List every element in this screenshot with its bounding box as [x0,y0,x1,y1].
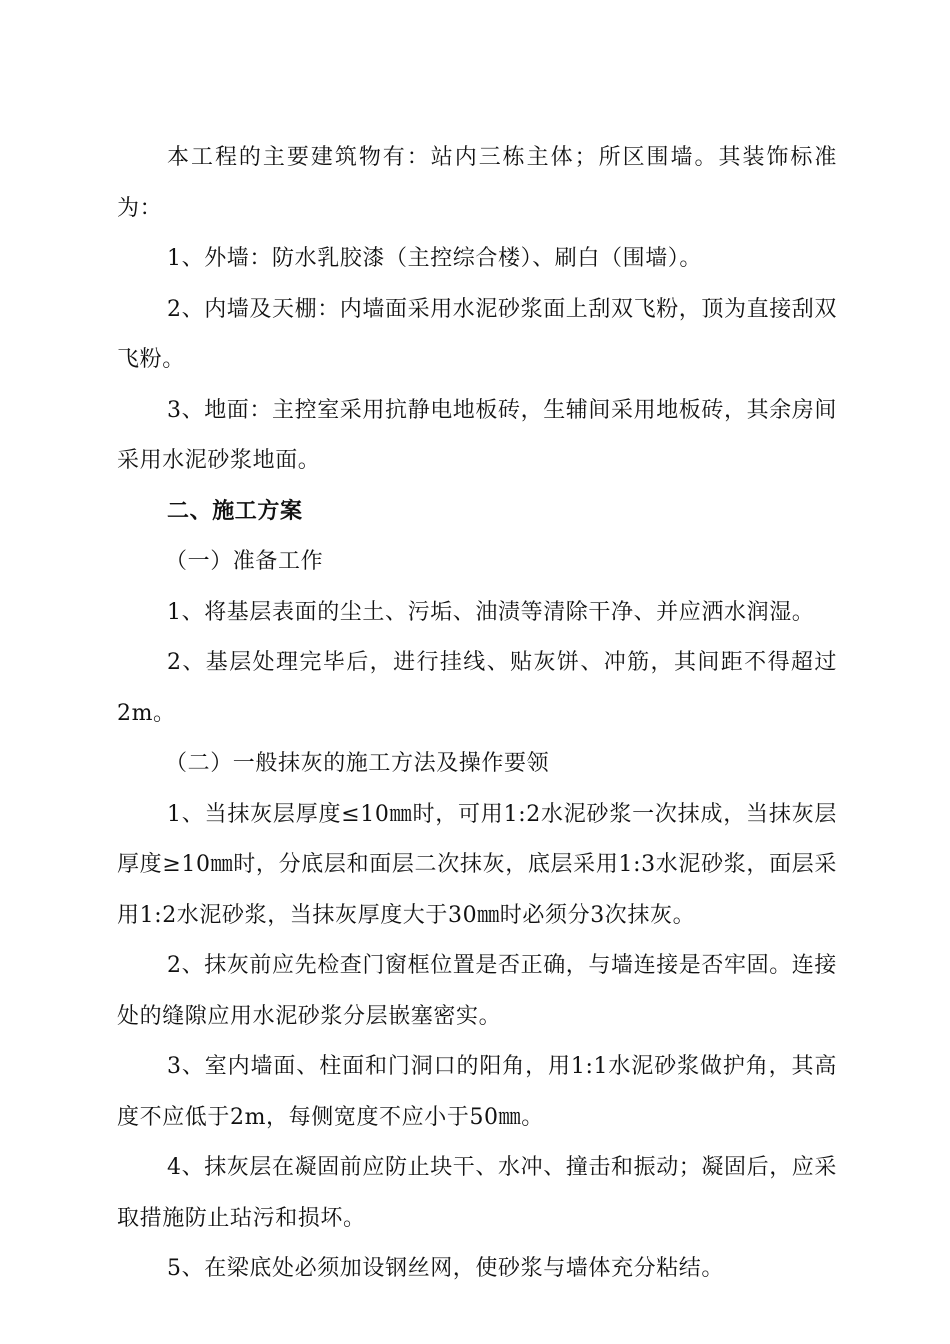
subsection-heading: （二）一般抹灰的施工方法及操作要领 [165,751,550,776]
list-item: 4、抹灰层在凝固前应防止块干、水冲、撞击和振动；凝固后，应采取措施防止玷污和损坏。 [117,1155,837,1231]
intro-paragraph: 本工程的主要建筑物有：站内三栋主体；所区围墙。其装饰标准为： [117,145,837,221]
list-item: 3、室内墙面、柱面和门洞口的阳角，用1:1水泥砂浆做护角，其高度不应低于2m，每侧宽度不应小于50㎜。 [117,1054,837,1130]
list-item: 1、将基层表面的尘土、污垢、油渍等清除干净、并应洒水润湿。 [167,599,815,625]
list-item: 5、在梁底处必须加设钢丝网，使砂浆与墙体充分粘结。 [167,1256,724,1281]
list-item: 3、地面：主控室采用抗静电地板砖，生辅间采用地板砖，其余房间采用水泥砂浆地面。 [117,397,837,473]
list-item: 2、内墙及天棚：内墙面采用水泥砂浆面上刮双飞粉，顶为直接刮双飞粉。 [117,296,837,372]
subsection-heading: （一）准备工作 [165,549,324,574]
list-item: 1、当抹灰层厚度≤10㎜时，可用1:2水泥砂浆一次抹成，当抹灰层厚度≥10㎜时，分底层和面层二次抹灰，底层采用1:3水泥砂浆，面层采用1:2水泥砂浆，当抹灰厚度大于30㎜时必须分3次抹灰。 [117,801,837,928]
section-heading: 二、施工方案 [167,498,303,524]
list-item: 1、外墙：防水乳胶漆（主控综合楼）、刷白（围墙）。 [167,246,702,271]
document-body [117,133,837,1295]
list-item: 2、基层处理完毕后，进行挂线、贴灰饼、冲筋，其间距不得超过2m。 [117,650,837,726]
list-item: 2、抹灰前应先检查门窗框位置是否正确，与墙连接是否牢固。连接处的缝隙应用水泥砂浆分层嵌塞密实。 [117,953,837,1029]
